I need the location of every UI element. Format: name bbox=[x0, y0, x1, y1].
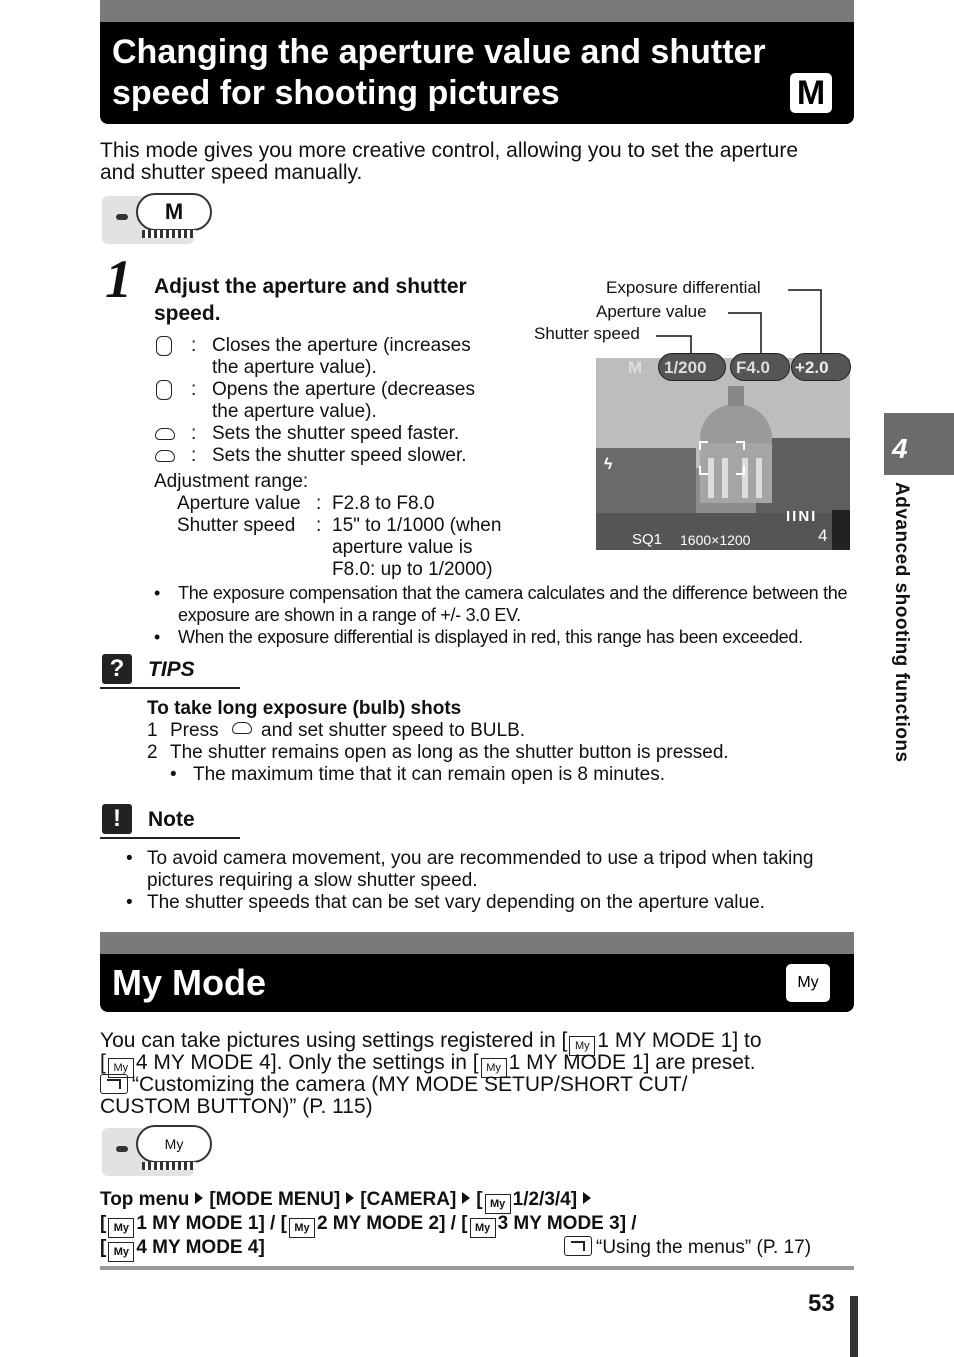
dial-pointer-icon bbox=[116, 214, 128, 220]
dial-mode-my: My bbox=[136, 1125, 212, 1163]
mymode-ref-line1[interactable] bbox=[100, 1074, 687, 1096]
my-mode-icon: My bbox=[108, 1242, 134, 1262]
exclamation-icon: ! bbox=[102, 804, 132, 834]
control-desc: Sets the shutter speed slower. bbox=[212, 445, 467, 466]
tips-underline bbox=[100, 687, 240, 689]
mode-dial-icon bbox=[102, 1128, 194, 1176]
arrow-left-button-icon bbox=[232, 722, 252, 734]
control-desc: Closes the aperture (increases bbox=[212, 335, 471, 356]
manual-mode-icon: M bbox=[790, 73, 832, 113]
bullet-text: When the exposure differential is displayed in red, this range has been exceeded. bbox=[178, 627, 803, 647]
lcd-aperture: F4.0 bbox=[736, 358, 771, 377]
page-edge-bar bbox=[850, 1296, 858, 1357]
lcd-ini: IINI bbox=[786, 508, 818, 525]
note-bullet-text: The shutter speeds that can be set vary depending on the aperture value. bbox=[147, 892, 765, 913]
page-number: 53 bbox=[808, 1290, 835, 1317]
my-mode-icon: My bbox=[786, 964, 830, 1002]
section-divider bbox=[100, 1266, 854, 1270]
dial-pointer-icon bbox=[116, 1146, 128, 1152]
bullet-text: The exposure compensation that the camera calculates and the difference between the bbox=[178, 583, 848, 603]
shutter-range-value: aperture value is bbox=[332, 537, 473, 558]
note-label: Note bbox=[148, 808, 195, 831]
step-title-line1: Adjust the aperture and shutter bbox=[154, 275, 467, 298]
arrow-right-icon bbox=[346, 1192, 354, 1204]
tips-heading: To take long exposure (bulb) shots bbox=[147, 698, 462, 719]
menu-camera: [CAMERA] bbox=[360, 1189, 457, 1210]
menu-item: 3 MY MODE 3] / bbox=[497, 1213, 637, 1234]
shutter-range-sep: : bbox=[316, 515, 322, 536]
menu-path-line3: [ My 4 MY MODE 4] bbox=[100, 1236, 265, 1262]
tips-item1-pre: Press bbox=[170, 720, 219, 741]
chapter-number: 4 bbox=[892, 433, 908, 464]
intro-line2: and shutter speed manually. bbox=[100, 161, 363, 184]
intro-text: 4 MY MODE 4]. Only the settings in [ bbox=[135, 1051, 479, 1074]
menu-item: 4 MY MODE 4] bbox=[136, 1237, 265, 1258]
menu-path-line1: Top menu [MODE MENU] [CAMERA] [ My 1/2/3/4] bbox=[100, 1188, 597, 1214]
tips-item-number: 2 bbox=[147, 742, 158, 763]
arrow-right-icon bbox=[462, 1192, 470, 1204]
callout-aperture: Aperture value bbox=[596, 302, 707, 321]
note-bullet-text: To avoid camera movement, you are recommended to use a tripod when taking bbox=[147, 848, 814, 869]
intro-text: 1 MY MODE 1] to bbox=[597, 1029, 762, 1052]
lcd-shutter: 1/200 bbox=[664, 358, 707, 377]
section-header-strip bbox=[100, 932, 854, 954]
menu-item: 1 MY MODE 1] / [ bbox=[136, 1213, 287, 1234]
section-header bbox=[100, 22, 854, 124]
arrow-up-button-icon bbox=[156, 336, 172, 356]
page-reference-icon bbox=[100, 1074, 128, 1094]
lcd-mode: M bbox=[628, 358, 643, 377]
intro-text: You can take pictures using settings registered in [ bbox=[100, 1029, 568, 1052]
dial-teeth-icon bbox=[142, 1162, 196, 1170]
shutter-range-label: Shutter speed bbox=[177, 515, 296, 536]
bullet-dot: • bbox=[126, 892, 133, 913]
lcd-remaining: 4 bbox=[818, 526, 828, 545]
my-mode-icon: My bbox=[569, 1036, 595, 1056]
control-desc: the aperture value). bbox=[212, 357, 377, 378]
shutter-range-value: F8.0: up to 1/2000) bbox=[332, 559, 493, 580]
arrow-right-button-icon bbox=[155, 428, 175, 440]
tips-item2: The shutter remains open as long as the shutter button is pressed. bbox=[170, 742, 729, 763]
my-mode-icon: My bbox=[485, 1194, 511, 1214]
control-sep: : bbox=[191, 445, 197, 466]
my-mode-icon: My bbox=[470, 1218, 496, 1238]
menu-top: Top menu bbox=[100, 1189, 190, 1210]
section-title: My Mode bbox=[112, 962, 267, 1003]
intro-line1: This mode gives you more creative control, allowing you to set the aperture bbox=[100, 139, 799, 162]
control-desc: Opens the aperture (decreases bbox=[212, 379, 475, 400]
my-mode-icon: My bbox=[108, 1218, 134, 1238]
section-header-strip bbox=[100, 0, 854, 22]
aperture-range-value: F2.8 to F8.0 bbox=[332, 493, 435, 514]
aperture-range-label: Aperture value bbox=[177, 493, 301, 514]
tips-label: TIPS bbox=[148, 658, 195, 681]
lcd-exposure: +2.0 bbox=[795, 358, 829, 377]
reference-text: “Using the menus” (P. 17) bbox=[596, 1237, 812, 1258]
lcd-size: 1600×1200 bbox=[680, 532, 751, 548]
bullet-dot: • bbox=[170, 764, 177, 785]
intro-text: [ bbox=[100, 1051, 106, 1074]
dial-mode-m: M bbox=[136, 193, 212, 231]
my-mode-icon: My bbox=[108, 1058, 134, 1078]
menu-item: 2 MY MODE 2] / [ bbox=[316, 1213, 468, 1234]
section-header bbox=[100, 954, 854, 1012]
lcd-quality: SQ1 bbox=[632, 531, 663, 548]
note-bullet-text: pictures requiring a slow shutter speed. bbox=[147, 870, 478, 891]
menu-my: 1/2/3/4] bbox=[512, 1189, 578, 1210]
control-sep: : bbox=[191, 335, 197, 356]
section-title-line2: speed for shooting pictures bbox=[112, 74, 560, 112]
dial-teeth-icon bbox=[142, 230, 196, 238]
question-mark-icon: ? bbox=[102, 654, 132, 684]
my-mode-icon: My bbox=[481, 1058, 507, 1078]
step-number: 1 bbox=[105, 249, 132, 309]
camera-lcd-preview bbox=[596, 358, 850, 550]
control-sep: : bbox=[191, 379, 197, 400]
arrow-down-button-icon bbox=[156, 380, 172, 400]
my-mode-icon: My bbox=[289, 1218, 315, 1238]
flash-icon: ϟ bbox=[604, 456, 613, 473]
page-reference-icon bbox=[564, 1236, 592, 1256]
tips-item1-post: and set shutter speed to BULB. bbox=[261, 720, 526, 741]
aperture-range-sep: : bbox=[316, 493, 322, 514]
mymode-ref-line2: CUSTOM BUTTON)” (P. 115) bbox=[100, 1095, 373, 1118]
menu-mode: [MODE MENU] bbox=[209, 1189, 341, 1210]
shutter-range-value: 15" to 1/1000 (when bbox=[332, 515, 502, 536]
callout-shutter: Shutter speed bbox=[534, 324, 640, 343]
arrow-right-icon bbox=[195, 1192, 203, 1204]
bullet-dot: • bbox=[154, 627, 161, 647]
callout-exposure: Exposure differential bbox=[606, 278, 761, 297]
range-title: Adjustment range: bbox=[154, 471, 309, 492]
arrow-left-button-icon bbox=[155, 450, 175, 462]
menu-reference[interactable] bbox=[564, 1236, 811, 1260]
section-title-line1: Changing the aperture value and shutter bbox=[112, 33, 766, 71]
arrow-right-icon bbox=[583, 1192, 591, 1204]
bullet-dot: • bbox=[154, 583, 161, 603]
note-underline bbox=[100, 837, 240, 839]
bullet-dot: • bbox=[126, 848, 133, 869]
reference-text: “Customizing the camera (MY MODE SETUP/SHORT CUT/ bbox=[132, 1073, 688, 1096]
bullet-text: exposure are shown in a range of +/- 3.0 EV. bbox=[178, 605, 521, 625]
mode-dial-icon bbox=[102, 196, 194, 244]
intro-text: 1 MY MODE 1] are preset. bbox=[508, 1051, 756, 1074]
menu-path-line2: [ My 1 MY MODE 1] / [ My 2 MY MODE 2] / [ My 3 MY MODE 3] / bbox=[100, 1212, 637, 1238]
tips-sub-bullet: The maximum time that it can remain open is 8 minutes. bbox=[193, 764, 666, 785]
control-sep: : bbox=[191, 423, 197, 444]
chapter-tab[interactable] bbox=[884, 413, 954, 475]
step-title-line2: speed. bbox=[154, 302, 221, 325]
control-desc: Sets the shutter speed faster. bbox=[212, 423, 460, 444]
chapter-title: Advanced shooting functions bbox=[891, 482, 912, 763]
control-desc: the aperture value). bbox=[212, 401, 377, 422]
tips-item-number: 1 bbox=[147, 720, 158, 741]
